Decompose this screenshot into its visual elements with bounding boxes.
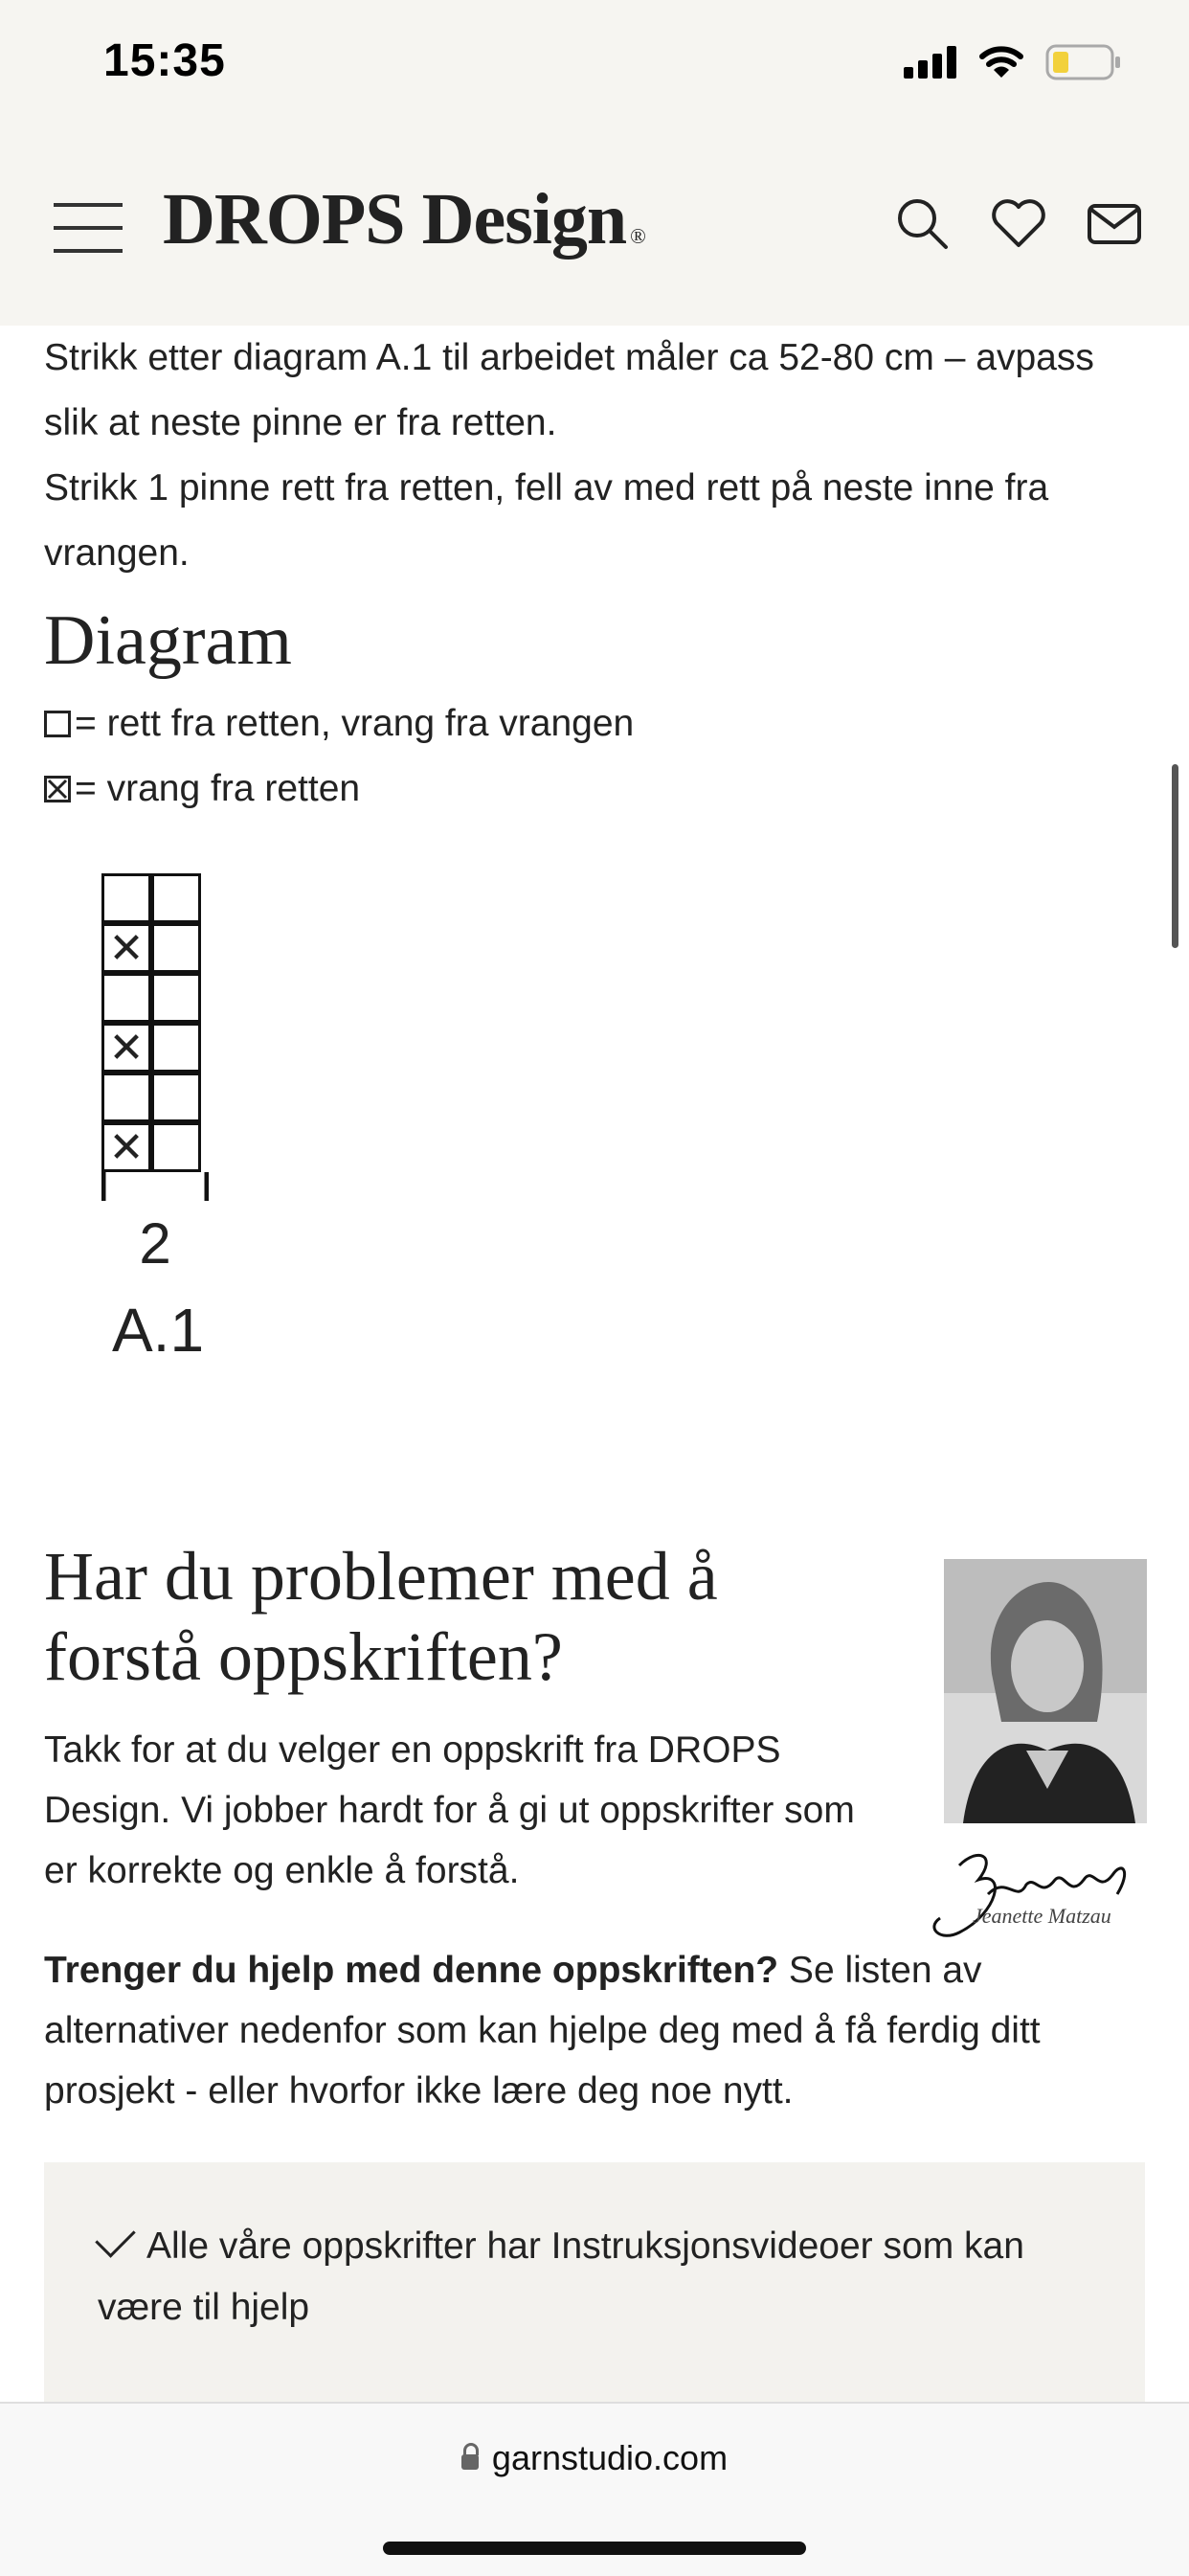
knitting-diagram bbox=[101, 873, 209, 1365]
status-icons bbox=[904, 38, 1122, 86]
scroll-indicator[interactable] bbox=[1172, 764, 1178, 948]
designer-photo bbox=[944, 1559, 1147, 1823]
site-logo[interactable]: DROPS Design ® bbox=[163, 179, 645, 260]
diagram-legend bbox=[44, 691, 1145, 822]
diagram-cell bbox=[151, 873, 201, 923]
diagram-cell bbox=[101, 1073, 151, 1122]
search-icon[interactable] bbox=[894, 195, 952, 253]
mail-icon[interactable] bbox=[1086, 195, 1143, 253]
diagram-cell-crossed: ✕ bbox=[101, 1122, 151, 1172]
url-text: garnstudio.com bbox=[491, 2438, 729, 2477]
diagram-cell bbox=[101, 973, 151, 1023]
diagram-heading: Diagram bbox=[44, 601, 292, 680]
diagram-cell-crossed: ✕ bbox=[101, 923, 151, 973]
help-question: Trenger du hjelp med denne oppskriften? bbox=[44, 1950, 779, 1991]
repeat-count: 2 bbox=[139, 1211, 171, 1276]
help-title: Har du problemer med å forstå oppskriften? bbox=[44, 1538, 718, 1695]
help-paragraph bbox=[44, 1940, 1145, 2121]
signature-name: Jeanette Matzau bbox=[973, 1904, 1111, 1928]
home-indicator[interactable] bbox=[383, 2542, 806, 2555]
help-text: Takk for at du velger en oppskrift fra DROPS Design. Vi jobber hardt for å gi ut oppskrifter som er korrekte og enkle å forstå. bbox=[44, 1729, 855, 1891]
legend-item bbox=[44, 757, 1145, 822]
diagram-label: A.1 bbox=[111, 1296, 205, 1365]
legend-text: = rett fra retten, vrang fra vrangen bbox=[75, 703, 635, 744]
help-options-box bbox=[44, 2162, 1145, 2402]
heart-icon[interactable] bbox=[990, 195, 1047, 253]
diagram-cell-crossed: ✕ bbox=[101, 1023, 151, 1073]
legend-text: = vrang fra retten bbox=[75, 768, 361, 809]
diagram-cell bbox=[151, 1023, 201, 1073]
site-header bbox=[0, 134, 1189, 326]
diagram-grid bbox=[101, 873, 209, 1172]
diagram-cell bbox=[151, 1122, 201, 1172]
browser-address-bar bbox=[0, 2402, 1189, 2576]
battery-icon bbox=[1045, 44, 1122, 80]
empty-square-icon bbox=[44, 711, 71, 737]
checkmark-icon bbox=[95, 2217, 135, 2257]
help-option-text: Alle våre oppskrifter har Instruksjonsvideoer som kan være til hjelp bbox=[98, 2226, 1024, 2328]
diagram-cell bbox=[151, 923, 201, 973]
help-paragraph-rest: Se listen av alternativer nedenfor som kan hjelpe deg med å få ferdig ditt prosjekt - eller hvorfor ikke lære deg noe nytt. bbox=[44, 1950, 1041, 2112]
cellular-signal-icon bbox=[904, 46, 957, 79]
wifi-icon bbox=[978, 45, 1024, 79]
diagram-cell bbox=[101, 873, 151, 923]
pattern-paragraph: Strikk 1 pinne rett fra retten, fell av med rett på neste inne fra vrangen. bbox=[44, 467, 1049, 574]
legend-item bbox=[44, 691, 1145, 757]
lock-icon bbox=[461, 2454, 479, 2470]
repeat-bracket bbox=[101, 1172, 209, 1212]
diagram-cell bbox=[151, 973, 201, 1023]
diagram-cell bbox=[151, 1073, 201, 1122]
header-actions bbox=[894, 195, 1143, 253]
menu-icon[interactable] bbox=[54, 203, 123, 253]
status-bar bbox=[0, 0, 1189, 134]
url-field[interactable] bbox=[0, 2438, 1189, 2478]
designer-signature bbox=[921, 1837, 1147, 1952]
pattern-paragraph: Strikk etter diagram A.1 til arbeidet måler ca 52-80 cm – avpass slik at neste pinne er fra retten. bbox=[44, 337, 1094, 443]
pattern-content bbox=[44, 326, 1145, 822]
status-time: 15:35 bbox=[103, 35, 226, 86]
help-option-item[interactable] bbox=[98, 2216, 1112, 2339]
crossed-square-icon bbox=[44, 776, 71, 802]
